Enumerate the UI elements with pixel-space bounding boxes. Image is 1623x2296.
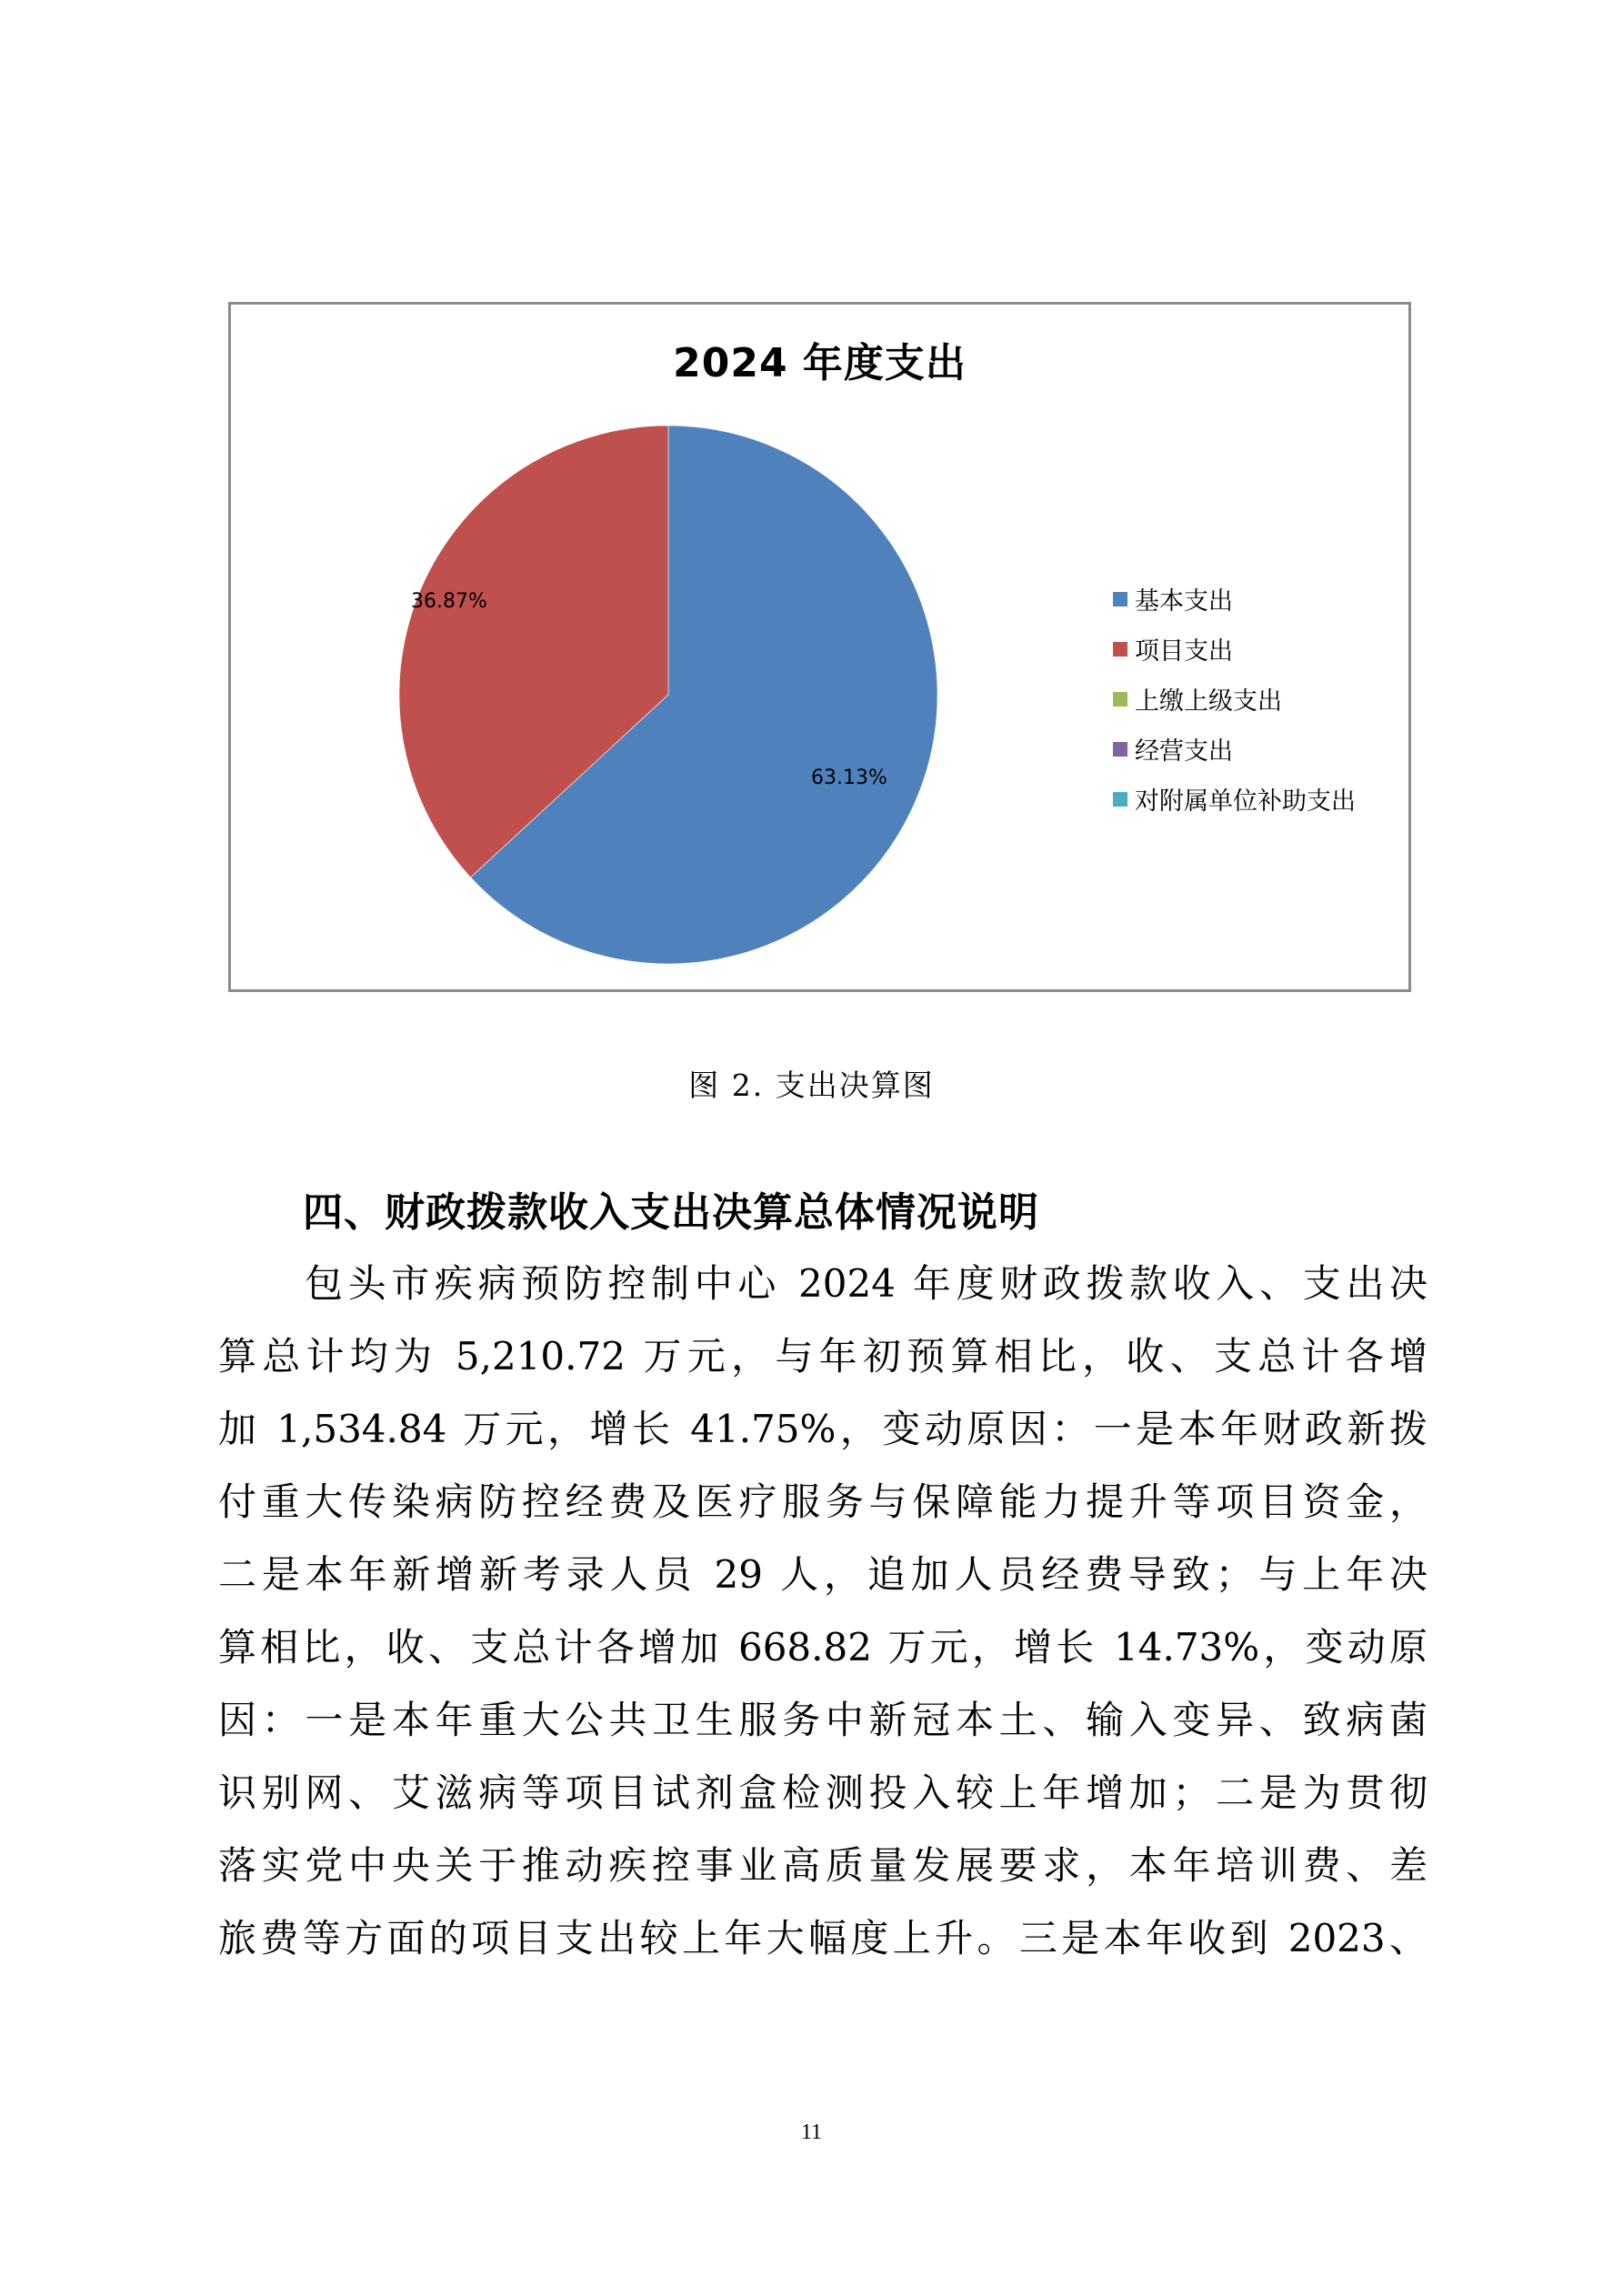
paragraph-line: 落实党中央关于推动疾控事业高质量发展要求，本年培训费、差 bbox=[218, 1843, 1428, 1888]
pie-data-label-project: 36.87% bbox=[411, 590, 487, 613]
legend-item bbox=[1113, 574, 1356, 624]
paragraph-line: 二是本年新增新考录人员 29 人，追加人员经费导致；与上年决 bbox=[218, 1552, 1428, 1597]
legend-label: 对附属单位补助支出 bbox=[1135, 787, 1356, 816]
legend-item bbox=[1113, 724, 1356, 774]
paragraph-line: 算相比，收、支总计各增加 668.82 万元，增长 14.73%，变动原 bbox=[218, 1625, 1428, 1669]
paragraph-line: 算总计均为 5,210.72 万元，与年初预算相比，收、支总计各增 bbox=[218, 1334, 1428, 1379]
paragraph-line: 因：一是本年重大公共卫生服务中新冠本土、输入变异、致病菌 bbox=[218, 1698, 1428, 1742]
pie-data-label-basic: 63.13% bbox=[811, 767, 887, 789]
page-number: 11 bbox=[800, 2121, 823, 2144]
legend-swatch-icon bbox=[1113, 792, 1127, 807]
legend-swatch-icon bbox=[1113, 692, 1127, 707]
legend-item bbox=[1113, 674, 1356, 724]
legend-label: 项目支出 bbox=[1135, 637, 1233, 666]
paragraph-line: 加 1,534.84 万元，增长 41.75%，变动原因：一是本年财政新拨 bbox=[218, 1407, 1428, 1451]
legend-swatch-icon bbox=[1113, 642, 1127, 657]
paragraph-line: 付重大传染病防控经费及医疗服务与保障能力提升等项目资金， bbox=[218, 1479, 1428, 1524]
paragraph-line: 旅费等方面的项目支出较上年大幅度上升。三是本年收到 2023、 bbox=[218, 1916, 1428, 1960]
chart-legend bbox=[1113, 574, 1356, 824]
chart-frame bbox=[228, 302, 1411, 992]
figure-caption: 图 2. 支出决算图 bbox=[688, 1068, 935, 1103]
legend-swatch-icon bbox=[1113, 592, 1127, 607]
legend-label: 基本支出 bbox=[1135, 587, 1233, 616]
paragraph-line: 包头市疾病预防控制中心 2024 年度财政拨款收入、支出决 bbox=[305, 1261, 1428, 1306]
legend-swatch-icon bbox=[1113, 742, 1127, 757]
chart-title: 2024 年度支出 bbox=[673, 340, 967, 386]
legend-label: 上缴上级支出 bbox=[1135, 687, 1282, 716]
legend-item bbox=[1113, 774, 1356, 824]
body-paragraph bbox=[218, 1248, 1428, 1975]
legend-label: 经营支出 bbox=[1135, 737, 1233, 766]
legend-item bbox=[1113, 624, 1356, 674]
section-heading: 四、财政拨款收入支出决算总体情况说明 bbox=[303, 1189, 1039, 1236]
paragraph-line: 识别网、艾滋病等项目试剂盒检测投入较上年增加；二是为贯彻 bbox=[218, 1770, 1428, 1815]
